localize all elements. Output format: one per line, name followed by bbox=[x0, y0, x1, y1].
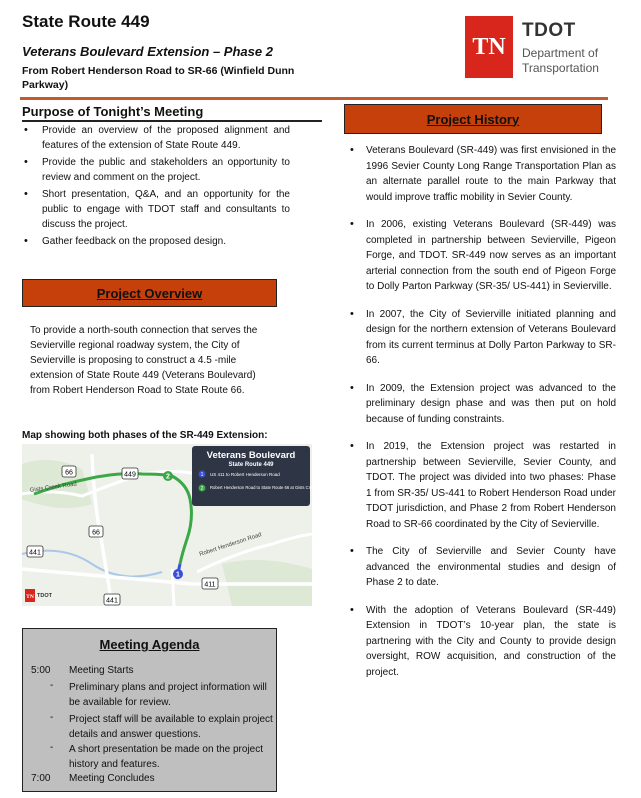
agenda-start-time: 5:00 bbox=[31, 665, 51, 676]
list-item: • Short presentation, Q&A, and an opportunity for the public to engage with TDOT staff and consultants to discuss the project. bbox=[22, 187, 290, 232]
us441-bottom-label: 441 bbox=[106, 597, 118, 605]
legend-phase-2-text: Robert Henderson Road to State Route 66 at Gists Creek Road bbox=[210, 485, 329, 490]
list-item: • Provide an overview of the proposed alignment and features of the extension of State Route 449. bbox=[22, 123, 290, 153]
list-item: • The City of Sevierville and Sevier County have advanced the environmental studies and design of Phase 2 to date. bbox=[346, 544, 616, 591]
purpose-underline bbox=[22, 120, 322, 122]
purpose-list bbox=[22, 123, 290, 251]
agenda-end-time: 7:00 bbox=[31, 773, 51, 784]
project-map bbox=[22, 444, 329, 606]
list-item: • In 2019, the Extension project was restarted in partnership between Sevierville, Sevier County, and TDOT. The project was divided into two phases: Phase 1 from SR-35/ US-441 to Robert Henderson Road under TDOT jurisdiction, and Phase 2 from Robert Henderson Road to SR-66 coordinated by the City of Sevierville. bbox=[346, 439, 616, 532]
agenda-heading: Meeting Agenda bbox=[99, 637, 200, 652]
list-item: • Provide the public and stakeholders an opportunity to review and comment on the project. bbox=[22, 155, 290, 185]
sr449-label: 449 bbox=[124, 471, 136, 479]
agenda-end-label: Meeting Concludes bbox=[69, 773, 155, 784]
purpose-heading: Purpose of Tonight’s Meeting bbox=[22, 104, 204, 119]
map-logo-mark-text: TN bbox=[26, 594, 34, 600]
list-item: • In 2009, the Extension project was advanced to the preliminary design phase and was then put on hold because of funding constraints. bbox=[346, 381, 616, 428]
list-item: • In 2007, the City of Sevierville initiated planning and design for the northern extension of Veterans Boulevard from its current terminus at Dolly Parton Parkway to SR-66. bbox=[346, 307, 616, 369]
agenda-box bbox=[22, 628, 277, 792]
legend-phase-1-text: US 411 to Robert Henderson Road bbox=[210, 472, 280, 477]
agenda-start-label: Meeting Starts bbox=[69, 665, 134, 676]
gists-creek-road-label: Gists Creek Road bbox=[29, 481, 78, 494]
history-heading-box bbox=[344, 104, 602, 134]
overview-text: To provide a north-south connection that serves the Sevierville regional roadway system, the City of Sevierville is proposing to construct a 4.5 -mile extension of State Route 449 (Veterans Boulevard) from Robert Henderson Road to State Route 66. bbox=[30, 325, 258, 396]
history-list bbox=[346, 143, 616, 692]
page-title: State Route 449 bbox=[22, 12, 150, 31]
history-heading: Project History bbox=[426, 111, 520, 127]
map-logo-name: TDOT bbox=[37, 593, 52, 599]
overview-heading-box bbox=[22, 279, 277, 307]
tn-logo-mark: TN bbox=[465, 16, 513, 78]
list-item: • Gather feedback on the proposed design. bbox=[22, 234, 290, 249]
map-caption: Map showing both phases of the SR-449 Extension: bbox=[22, 430, 268, 441]
agenda-item: Project staff will be available to explain project details and answer questions. bbox=[69, 714, 273, 740]
legend-subtitle: State Route 449 bbox=[228, 462, 274, 468]
robert-henderson-road-label: Robert Henderson Road bbox=[198, 532, 263, 558]
agenda-dash: - bbox=[50, 680, 54, 691]
agenda-dash: - bbox=[50, 742, 54, 753]
us441-label: 441 bbox=[29, 549, 41, 557]
legend-phase-2-num: 2 bbox=[200, 486, 204, 492]
list-item: • With the adoption of Veterans Boulevard (SR-449) Extension in TDOT’s 10-year plan, the state is partnering with the City and County to provide design oversight, ROW acquisition, and construction of the project. bbox=[346, 603, 616, 681]
phase-1-marker-label: 1 bbox=[176, 571, 180, 579]
tdot-logo bbox=[465, 16, 610, 78]
list-item: • In 2006, existing Veterans Boulevard (SR-449) was completed in partnership between Sevierville, Pigeon Forge, and TDOT. SR-449 now serves as an important arterial connection from the south end of Pigeon Forge to Dolly Parton Parkway (SR-35/ US-441) in Sevierville. bbox=[346, 217, 616, 295]
list-item: • Veterans Boulevard (SR-449) was first envisioned in the 1996 Sevier County Long Range Transportation Plan as an alternate parallel route to the main Parkway that would improve traffic mobility in Sevier County. bbox=[346, 143, 616, 205]
sr66-mid-label: 66 bbox=[92, 529, 100, 537]
agenda-item: Preliminary plans and project information will be available for review. bbox=[69, 682, 267, 708]
us411-label: 411 bbox=[204, 581, 216, 589]
project-limits: From Robert Henderson Road to SR-66 (Winfield Dunn Parkway) bbox=[22, 65, 295, 91]
agenda-dash: - bbox=[50, 712, 54, 723]
header-divider bbox=[20, 97, 608, 100]
agenda-item: A short presentation be made on the project history and features. bbox=[69, 744, 264, 770]
page-subtitle: Veterans Boulevard Extension – Phase 2 bbox=[22, 44, 273, 59]
logo-line-2: Transportation bbox=[522, 61, 599, 75]
legend-phase-1-num: 1 bbox=[200, 472, 204, 478]
overview-heading: Project Overview bbox=[96, 285, 203, 301]
logo-line-1: Department of bbox=[522, 46, 599, 60]
phase-2-marker-label: 2 bbox=[166, 473, 170, 481]
legend-title: Veterans Boulevard bbox=[206, 450, 296, 461]
sr66-top-label: 66 bbox=[65, 469, 73, 477]
logo-name: TDOT bbox=[522, 20, 576, 41]
